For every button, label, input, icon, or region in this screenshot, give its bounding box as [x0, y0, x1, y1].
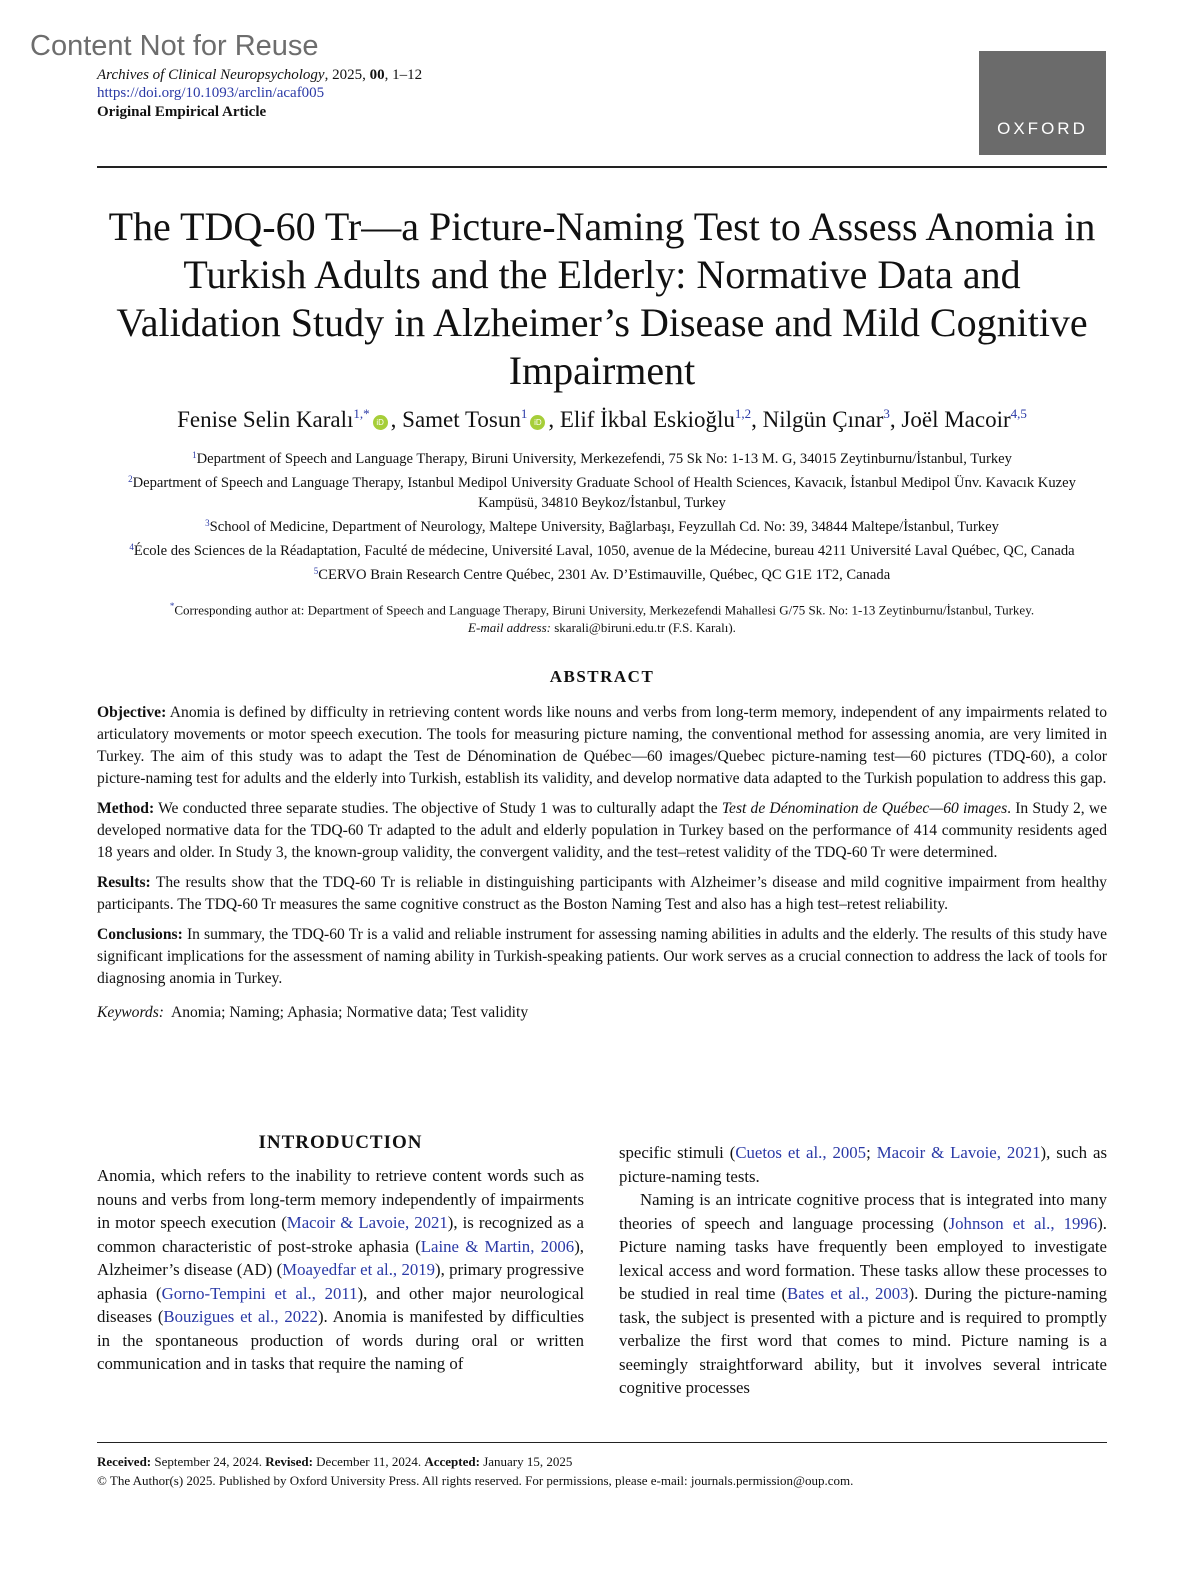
citation-link[interactable]: Bouzigues et al., 2022	[163, 1307, 318, 1326]
affiliation-number: 4	[129, 542, 134, 552]
correspondence	[97, 597, 1107, 637]
keywords-text: Anomia; Naming; Aphasia; Normative data; Test validity	[170, 1004, 529, 1021]
intro-column-left	[97, 1164, 584, 1376]
affiliation-text: CERVO Brain Research Centre Québec, 2301 Av. D’Estimauville, Québec, QC G1E 1T2, Canada	[318, 567, 891, 583]
citation-link[interactable]: Gorno-Tempini et al., 2011	[161, 1283, 358, 1303]
author-affiliation-sup[interactable]: 3	[883, 406, 890, 421]
abstract-method	[97, 798, 1107, 864]
doi-link[interactable]: https://doi.org/10.1093/arclin/acaf005	[97, 85, 325, 101]
article-type: Original Empirical Article	[97, 104, 267, 120]
abstract	[97, 702, 1107, 1032]
section-text: . In Study 2, we developed normative data for the TDQ-60 Tr adapted to the adult and elderly population in Turkey based on the performance of 414 community residents aged 18 years and older. In Study 3, the known-group validity, the convergent validity, and the test–retest validity of the TDQ-60 Tr were determined.	[97, 800, 1108, 861]
section-text: We conducted three separate studies. The objective of Study 1 was to culturally adapt the	[158, 800, 722, 817]
author-affiliation-sup[interactable]: 1,2	[734, 406, 752, 421]
abstract-objective	[97, 702, 1107, 790]
affiliation-text: Department of Speech and Language Therapy, Istanbul Medipol University Graduate School of Health Sciences, Kavacık, İstanbul Medipol Ünv. Kavacık Kuzey Kampüsü, 34810 Beykoz/İstanbul, Turkey	[132, 475, 1076, 511]
author-name: Samet Tosun	[402, 407, 521, 432]
copyright-notice: © The Author(s) 2025. Published by Oxford University Press. All rights reserved. For permissions, please e-mail: journals.permission@oup.com.	[97, 1473, 854, 1488]
author	[177, 407, 402, 432]
author-affiliation-sup[interactable]: 1,*	[353, 406, 370, 421]
affiliation-number: 1	[192, 450, 197, 460]
affiliation-text: École des Sciences de la Réadaptation, Faculté de médecine, Université Laval, 1050, avenue de la Médecine, bureau 4211 Université Laval Québec, QC, Canada	[133, 543, 1075, 559]
affiliation-number: 5	[313, 566, 319, 576]
section-text: The results show that the TDQ-60 Tr is reliable in distinguishing participants with Alzheimer’s disease and mild cognitive impairment from healthy participants. The TDQ-60 Tr measures the same cognitive construct as the Boston Naming Test and also has a high test–retest reliability.	[97, 874, 1107, 913]
orcid-icon[interactable]: iD	[373, 415, 388, 430]
intro-column-right	[619, 1141, 1107, 1400]
citation-link[interactable]: Laine & Martin, 2006	[420, 1236, 575, 1256]
abstract-heading: ABSTRACT	[549, 667, 655, 686]
section-text: Anomia is defined by difficulty in retrieving content words like nouns and verbs from long-term memory, independent of any impairments related to articulatory movements or motor speech execution. The tools for measuring picture naming, the conventional method for assessing anomia, are very limited in Turkey. The aim of this study was to adapt the Test de Dénomination de Québec—60 images/Quebec picture-naming test—60 pictures (TDQ-60), a color picture-naming test for adults and the elderly into Turkish, establish its validity, and develop normative data adapted to the Turkish population to address this gap.	[97, 704, 1107, 787]
keywords	[97, 1002, 1107, 1024]
author-name: Fenise Selin Karalı	[177, 407, 354, 432]
affiliation	[97, 445, 1107, 469]
corresponding-address: Corresponding author at: Department of Speech and Language Therapy, Biruni University, Merkezefendi Mahallesi G/75 Sk. No: 1-13 Zeytinburnu/İstanbul, Turkey.	[174, 602, 1035, 618]
author	[763, 407, 902, 432]
introduction-heading: INTRODUCTION	[258, 1132, 423, 1153]
journal-pages: , 1–12	[384, 67, 423, 83]
author	[560, 407, 763, 432]
journal-volume: 00	[369, 67, 385, 83]
citation-link[interactable]: Macoir & Lavoie, 2021	[876, 1143, 1041, 1162]
author-separator: ,	[751, 407, 763, 432]
journal-name: Archives of Clinical Neuropsychology	[97, 67, 325, 83]
abstract-conclusions	[97, 924, 1107, 990]
affiliation	[97, 561, 1107, 585]
affiliations	[97, 445, 1107, 585]
author-list	[97, 399, 1107, 435]
affiliation	[97, 537, 1107, 561]
email-label: E-mail address:	[468, 620, 551, 636]
section-label: Results:	[97, 874, 151, 891]
author-name: Elif İkbal Eskioğlu	[559, 407, 735, 432]
watermark: Content Not for Reuse	[30, 30, 319, 62]
affiliation-text: Department of Speech and Language Therapy, Biruni University, Merkezefendi, 75 Sk No: 1-13 M. G, 34015 Zeytinburnu/İstanbul, Turkey	[196, 451, 1012, 467]
corresponding-marker: *	[169, 601, 175, 611]
intro-paragraph: Naming is an intricate cognitive process that is integrated into many theories of speech and language processing (Johnson et al., 1996). Picture naming tasks have frequently been employed to investigate lexical access and word formation. These tasks allow these processes to be studied in real time (Bates et al., 2003). During the picture-naming task, the subject is presented with a picture and is required to promptly verbalize the first word that comes to mind. Picture naming is a seemingly straightforward ability, but it involves several intricate cognitive processes	[619, 1190, 1107, 1397]
author-affiliation-sup[interactable]: 4,5	[1010, 406, 1027, 421]
author-name: Nilgün Çınar	[762, 407, 884, 432]
article-dates: Received: September 24, 2024. Revised: December 11, 2024. Accepted: January 15, 2025	[97, 1454, 573, 1469]
journal-year: , 2025,	[324, 67, 370, 83]
footer	[97, 1452, 1107, 1490]
keywords-label: Keywords:	[97, 1004, 164, 1021]
affiliation	[97, 469, 1107, 513]
author-separator: ,	[390, 407, 403, 432]
citation-link[interactable]: Johnson et al., 1996	[948, 1213, 1098, 1233]
footer-divider	[97, 1442, 1107, 1443]
section-label: Method:	[97, 800, 155, 817]
citation-link[interactable]: Moayedfar et al., 2019	[282, 1260, 436, 1279]
paper-title: The TDQ-60 Tr—a Picture-Naming Test to Assess Anomia in Turkish Adults and the Elderly: Normative Data and Validation Study in Alzheimer’s Disease and Mild Cognitive Impairment	[108, 204, 1096, 393]
email-address[interactable]: skarali@biruni.edu.tr (F.S. Karalı).	[554, 620, 736, 636]
citation-link[interactable]: Cuetos et al., 2005	[735, 1143, 867, 1162]
section-label: Conclusions:	[97, 926, 183, 943]
citation-link[interactable]: Bates et al., 2003	[787, 1284, 909, 1303]
header-divider	[97, 166, 1107, 168]
journal-citation	[97, 66, 422, 85]
intro-paragraph: specific stimuli (Cuetos et al., 2005; Macoir & Lavoie, 2021), such as picture-naming tests.	[619, 1143, 1107, 1186]
orcid-icon[interactable]: iD	[530, 415, 545, 430]
intro-paragraph: Anomia, which refers to the inability to retrieve content words such as nouns and verbs from long-term memory independently of impairments in motor speech execution (Macoir & Lavoie, 2021), is recognized as a common characteristic of post-stroke aphasia (Laine & Martin, 2006), Alzheimer’s disease (AD) (Moayedfar et al., 2019), primary progressive aphasia (Gorno-Tempini et al., 2011), and other major neurological diseases (Bouzigues et al., 2022). Anomia is manifested by difficulties in the spontaneous production of words during oral or written communication and in tasks that require the naming of	[97, 1166, 585, 1373]
author	[901, 407, 1026, 432]
section-text: In summary, the TDQ-60 Tr is a valid and reliable instrument for assessing naming abilities in adults and the elderly. The results of this study have significant implications for the assessment of naming ability in Turkish-speaking patients. Our work serves as a crucial connection to address the lack of tools for diagnosing anomia in Turkey.	[97, 926, 1107, 987]
section-text-italic: Test de Dénomination de Québec—60 images	[721, 800, 1008, 817]
affiliation	[97, 513, 1107, 537]
author	[402, 407, 560, 432]
affiliation-number: 3	[205, 518, 210, 528]
citation-link[interactable]: Macoir & Lavoie, 2021	[286, 1213, 448, 1232]
author-affiliation-sup[interactable]: 1	[520, 406, 528, 421]
author-separator: ,	[889, 407, 902, 432]
section-label: Objective:	[97, 704, 167, 721]
affiliation-number: 2	[128, 474, 133, 484]
affiliation-text: School of Medicine, Department of Neurology, Maltepe University, Bağlarbaşı, Feyzullah Cd. No: 39, 34844 Maltepe/İstanbul, Turkey	[209, 519, 999, 535]
abstract-results	[97, 872, 1107, 916]
author-name: Joël Macoir	[901, 407, 1011, 432]
author-separator: ,	[548, 407, 560, 432]
publisher-logo[interactable]: OXFORD	[979, 51, 1106, 155]
